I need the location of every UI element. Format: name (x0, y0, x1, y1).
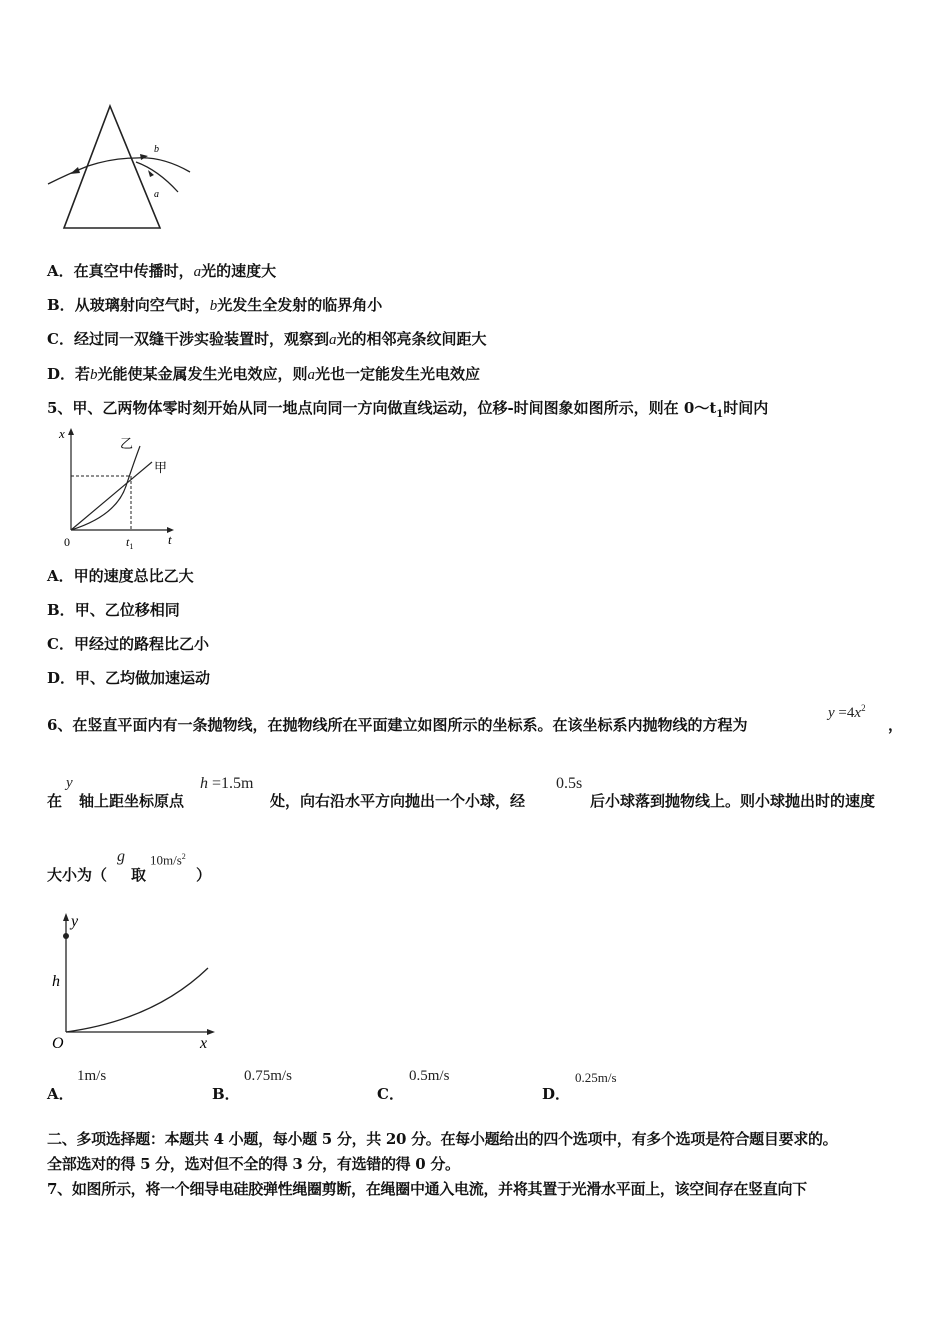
section2-header-line2: 全部选对的得 5 分，选对但不全的得 3 分，有选错的得 0 分。 (47, 1155, 460, 1173)
q5-stem: 5、甲、乙两物体零时刻开始从同一地点向同一方向做直线运动，位移-时间图象如图所示，则在 $0\sim t_1$时间内 (47, 399, 769, 420)
q7-stem: 7、如图所示，将一个细导电硅胶弹性绳圈剪断，在绳圈中通入电流，并将其置于光滑水平面上，该空间存在竖直向下 (47, 1180, 807, 1198)
launch-point (63, 933, 69, 939)
x-axis-arrow (207, 1029, 215, 1035)
y-label: y (71, 913, 79, 930)
q6-time-value: 0.5s (556, 775, 583, 792)
q6-stem-line3-a: 大小为（ (47, 866, 108, 884)
section2-header-line1: 二、多项选择题：本题共 4 小题，每小题 5 分，共 20 分。在每小题给出的四个选项中，有多个选项是符合题目要求的。 (47, 1130, 838, 1148)
q6-g-var: g (117, 848, 125, 865)
q6-parabola-graph (44, 908, 224, 1054)
prism-triangle (64, 106, 160, 228)
origin-label: O (52, 1035, 64, 1052)
x-label: x (59, 426, 65, 441)
q5-option-c[interactable]: C．甲经过的路程比乙小 (47, 635, 209, 653)
x-axis-arrow (68, 428, 74, 435)
q6-option-c-letter[interactable]: C． (377, 1085, 404, 1103)
q6-stem-line3-c: ） (196, 866, 212, 884)
t1-label: $t_1$ (126, 535, 134, 551)
q6-equation: $y =4x^2$ (828, 703, 866, 721)
q6-option-c-value[interactable]: 0.5m/s (409, 1068, 450, 1084)
yi-curve (71, 446, 140, 530)
q5-xt-graph (54, 424, 184, 554)
jia-label: 甲 (154, 460, 168, 475)
label-a: a (154, 189, 159, 200)
q4-option-b[interactable]: B．从玻璃射向空气时，b光发生全发射的临界角小 (47, 296, 383, 314)
prism-figure (44, 100, 204, 232)
q6-g-value: $10m/s^2$ (150, 852, 186, 868)
ray-b-arrow (140, 154, 148, 160)
q6-stem-line1-end: ， (888, 716, 904, 734)
yi-label: 乙 (120, 436, 134, 451)
h-label: h (52, 973, 60, 990)
t-label: t (168, 532, 172, 547)
q4-option-d[interactable]: D．若b光能使某金属发生光电效应，则a光也一定能发生光电效应 (47, 365, 481, 383)
q6-option-d-value[interactable]: 0.25m/s (575, 1070, 617, 1085)
ray-a (136, 162, 178, 192)
q6-stem-line2-a: 在 (47, 792, 63, 810)
q6-stem-line3-b: 取 (131, 866, 147, 884)
incident-arrow (70, 167, 80, 174)
label-b: b (154, 144, 159, 155)
q6-stem-line2-d: 后小球落到抛物线上。则小球抛出时的速度 (590, 792, 876, 810)
origin-label: 0 (64, 535, 70, 549)
q5-option-b[interactable]: B．甲、乙位移相同 (47, 601, 180, 619)
q5-option-a[interactable]: A．甲的速度总比乙大 (47, 567, 194, 585)
q6-h-value: h =1.5m (200, 775, 254, 792)
q6-option-d-letter[interactable]: D． (542, 1085, 571, 1103)
x-label: x (200, 1035, 208, 1052)
q6-option-b-letter[interactable]: B． (212, 1085, 240, 1103)
q6-option-a-letter[interactable]: A． (47, 1085, 74, 1103)
q4-option-a[interactable]: A．在真空中传播时，a光的速度大 (47, 262, 277, 280)
ray-inside-prism (88, 158, 136, 166)
q5-option-d[interactable]: D．甲、乙均做加速运动 (47, 669, 211, 687)
q6-option-b-value[interactable]: 0.75m/s (244, 1068, 292, 1084)
q4-option-c[interactable]: C．经过同一双缝干涉实验装置时，观察到a光的相邻亮条纹间距大 (47, 330, 487, 348)
q6-option-a-value[interactable]: 1m/s (77, 1068, 107, 1084)
y-axis-arrow (63, 913, 69, 921)
q6-stem-line1: 6、在竖直平面内有一条抛物线，在抛物线所在平面建立如图所示的坐标系。在该坐标系内抛物线的方程为 (47, 716, 748, 734)
jia-line (71, 462, 152, 530)
q6-y-var: y (66, 775, 73, 791)
q6-stem-line2-b: 轴上距坐标原点 (79, 792, 185, 810)
q6-stem-line2-c: 处，向右沿水平方向抛出一个小球，经 (270, 792, 526, 810)
parabola-curve (66, 968, 208, 1032)
